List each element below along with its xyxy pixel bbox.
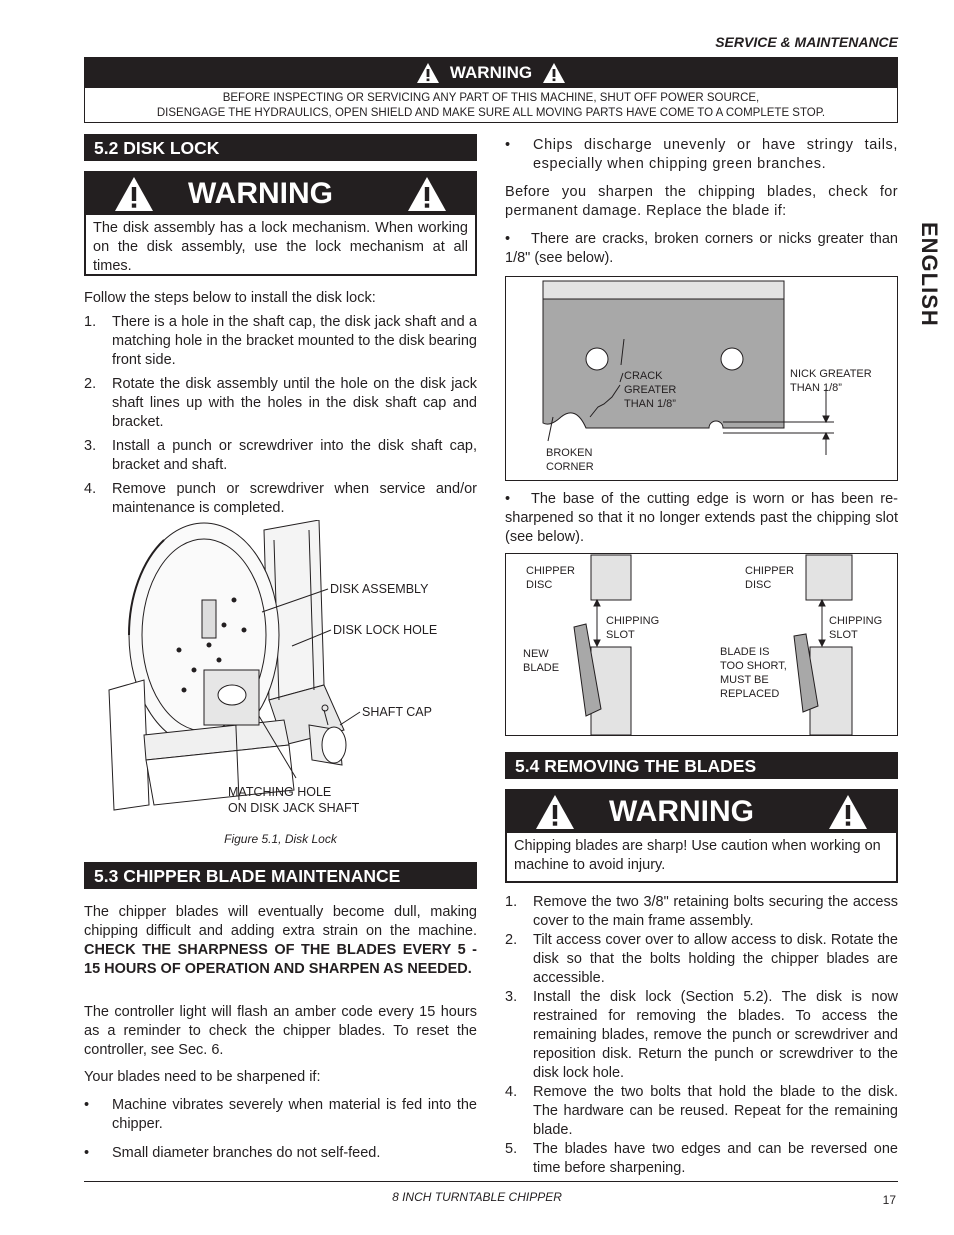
sharpen-if-paragraph: Your blades need to be sharpened if:: [84, 1069, 321, 1085]
label-chipper-disc: DISC: [745, 579, 772, 591]
label-new-blade: BLADE: [523, 662, 560, 674]
list-item: [505, 931, 898, 988]
warning-icon: [535, 794, 575, 830]
label-chipping-slot: SLOT: [606, 629, 635, 641]
label-matching-hole: ON DISK JACK SHAFT: [228, 801, 360, 815]
cracks-bullet: • There are cracks, broken corners or nicks greater than 1/8" (see below).: [505, 231, 898, 266]
footer-rule: [84, 1181, 898, 1182]
step-text: The blades have two edges and can be reversed one time before sharpening.: [533, 1141, 898, 1176]
warning-icon: [542, 62, 566, 84]
label-blade-too-short: MUST BE: [720, 674, 769, 686]
disk-lock-steps: [84, 313, 477, 518]
disk-lock-warning: [84, 171, 477, 276]
step-text: Rotate the disk assembly until the hole on the disk jack shaft lines up with the holes in the disk shaft cap and bracket.: [112, 376, 477, 430]
top-warning-text: [85, 88, 897, 121]
label-new-blade: NEW: [523, 648, 549, 660]
step-text: Install the disk lock (Section 5.2). The disk is now restrained for removing the blades. To access the remaining blades, remove the punch or screwdriver and reposition disk. Return the punch or screwdriver to the disk lock hole.: [533, 989, 898, 1081]
removing-blades-steps: [505, 893, 898, 1178]
step-text: Tilt access cover over to allow access to disk. Rotate the disk so that the bolts holding the chipper blades are accessible.: [533, 932, 898, 986]
label-disk-lock-hole: DISK LOCK HOLE: [333, 623, 438, 637]
warning-bar: [86, 173, 475, 215]
top-warning-line: DISENGAGE THE HYDRAULICS, OPEN SHIELD AND MAKE SURE ALL MOVING PARTS HAVE COME TO A COMPLETE STOP.: [156, 107, 826, 119]
label-matching-hole: MATCHING HOLE: [228, 785, 332, 799]
label-chipping-slot: CHIPPING: [606, 615, 660, 627]
top-warning-line: BEFORE INSPECTING OR SERVICING ANY PART OF THIS MACHINE, SHUT OFF POWER SOURCE,: [222, 92, 760, 104]
list-item: • Machine vibrates severely when material is fed into the chipper.: [84, 1097, 477, 1132]
label-blade-too-short: TOO SHORT,: [720, 660, 787, 672]
label-broken-corner: CORNER: [546, 461, 594, 473]
step-number: 2.: [84, 376, 97, 392]
list-item: [84, 313, 477, 370]
disk-lock-figure: [84, 520, 477, 825]
top-warning-box: [84, 57, 898, 123]
base-worn-bullet: • The base of the cutting edge is worn or has been re-sharpened so that it no longer extends past the chipping slot (see below).: [505, 491, 898, 545]
footer-title: 8 INCH TURNTABLE CHIPPER: [392, 1190, 562, 1204]
label-chipper-disc: CHIPPER: [745, 565, 794, 577]
page-number: 17: [882, 1193, 896, 1207]
language-tab: ENGLISH: [917, 222, 942, 327]
sharpen-bullets: [84, 1096, 477, 1163]
step-number: 3.: [505, 989, 518, 1005]
list-item: [505, 1083, 898, 1140]
step-number: 1.: [84, 314, 97, 330]
list-item: • Chips discharge unevenly or have stringy tails, especially when chipping green branches.: [505, 137, 898, 172]
warning-bar: [507, 791, 896, 833]
blades-sharp-warning: [505, 789, 898, 883]
warning-icon: [828, 794, 868, 830]
chips-bullet: [505, 136, 898, 174]
label-chipping-slot: CHIPPING: [829, 615, 883, 627]
list-item: • Small diameter branches do not self-feed.: [84, 1144, 477, 1163]
label-blade-too-short: REPLACED: [720, 688, 780, 700]
label-chipper-disc: CHIPPER: [526, 565, 575, 577]
figure-caption: Figure 5.1, Disk Lock: [224, 832, 337, 846]
chipping-slot-diagram: [506, 554, 897, 735]
bullet-text: Small diameter branches do not self-feed.: [112, 1145, 381, 1161]
step-text: Install a punch or screwdriver into the disk shaft cap, bracket and shaft.: [112, 438, 477, 473]
step-number: 3.: [84, 438, 97, 454]
step-number: 2.: [505, 932, 518, 948]
blade-damage-diagram: [506, 277, 897, 480]
section-title-5-4: 5.4 REMOVING THE BLADES: [505, 752, 898, 779]
top-warning-bar: [85, 58, 897, 88]
paragraph-emphasis: CHECK THE SHARPNESS OF THE BLADES EVERY 5 - 15 HOURS OF OPERATION AND SHARPEN AS NEEDED.: [84, 942, 477, 977]
label-broken-corner: BROKEN: [546, 447, 593, 459]
warning-title: WARNING: [188, 177, 333, 210]
warning-icon: [114, 176, 154, 212]
bullet-text: The base of the cutting edge is worn or has been re-sharpened so that it no longer extends past the chipping slot (see below).: [505, 491, 898, 545]
label-blade-too-short: BLADE IS: [720, 646, 770, 658]
controller-paragraph: The controller light will flash an amber code every 15 hours as a reminder to check the chipper blades. To reset the controller, see Sec. 6.: [84, 1004, 477, 1058]
label-shaft-cap: SHAFT CAP: [362, 705, 432, 719]
sharpness-paragraph: [84, 903, 477, 979]
warning-title: WARNING: [609, 795, 754, 828]
step-number: 4.: [505, 1084, 518, 1100]
step-text: Remove the two 3/8" retaining bolts securing the access cover to the main frame assembly.: [533, 894, 898, 929]
label-crack: GREATER: [624, 384, 677, 396]
section-title-5-2: 5.2 DISK LOCK: [84, 134, 477, 161]
warning-icon: [407, 176, 447, 212]
list-item: [505, 893, 898, 931]
disk-lock-intro: Follow the steps below to install the disk lock:: [84, 290, 376, 306]
step-text: Remove punch or screwdriver when service and/or maintenance is completed.: [112, 481, 477, 516]
label-disk-assembly: DISK ASSEMBLY: [330, 582, 429, 596]
chipping-slot-figure: [505, 553, 898, 736]
list-item: [505, 1140, 898, 1178]
warning-icon: [416, 62, 440, 84]
step-text: There is a hole in the shaft cap, the disk jack shaft and a matching hole in the bracket mounted to the disk bearing front side.: [112, 314, 477, 368]
warning-text: Chipping blades are sharp! Use caution when working on machine to avoid injury.: [514, 838, 881, 873]
list-item: [84, 375, 477, 432]
section-header: SERVICE & MAINTENANCE: [715, 34, 898, 50]
label-crack: THAN 1/8”: [624, 398, 676, 410]
label-nick: NICK GREATER: [790, 368, 872, 380]
bullet-text: Chips discharge unevenly or have stringy tails, especially when chipping green branches.: [533, 137, 898, 172]
label-nick: THAN 1/8”: [790, 382, 842, 394]
label-chipper-disc: DISC: [526, 579, 553, 591]
list-item: [84, 437, 477, 475]
top-warning-title: WARNING: [449, 63, 533, 82]
warning-text: The disk assembly has a lock mechanism. When working on the disk assembly, use the lock mechanism at all times.: [93, 220, 468, 274]
list-item: [505, 988, 898, 1083]
section-title-5-3: 5.3 CHIPPER BLADE MAINTENANCE: [84, 862, 477, 889]
step-number: 5.: [505, 1141, 518, 1157]
step-number: 1.: [505, 894, 518, 910]
before-sharpen-paragraph: Before you sharpen the chipping blades, check for permanent damage. Replace the blade if:: [505, 184, 898, 219]
step-text: Remove the two bolts that hold the blade to the disk. The hardware can be reused. Repeat for the remaining blade.: [533, 1084, 898, 1138]
bullet-text: Machine vibrates severely when material is fed into the chipper.: [112, 1097, 477, 1132]
label-chipping-slot: SLOT: [829, 629, 858, 641]
label-crack: CRACK: [624, 370, 663, 382]
blade-damage-figure: [505, 276, 898, 481]
paragraph-text: The chipper blades will eventually become dull, making chipping difficult and adding extra strain on the machine.: [84, 904, 477, 939]
step-number: 4.: [84, 481, 97, 497]
bullet-text: There are cracks, broken corners or nicks greater than 1/8" (see below).: [505, 231, 898, 266]
list-item: [84, 480, 477, 518]
